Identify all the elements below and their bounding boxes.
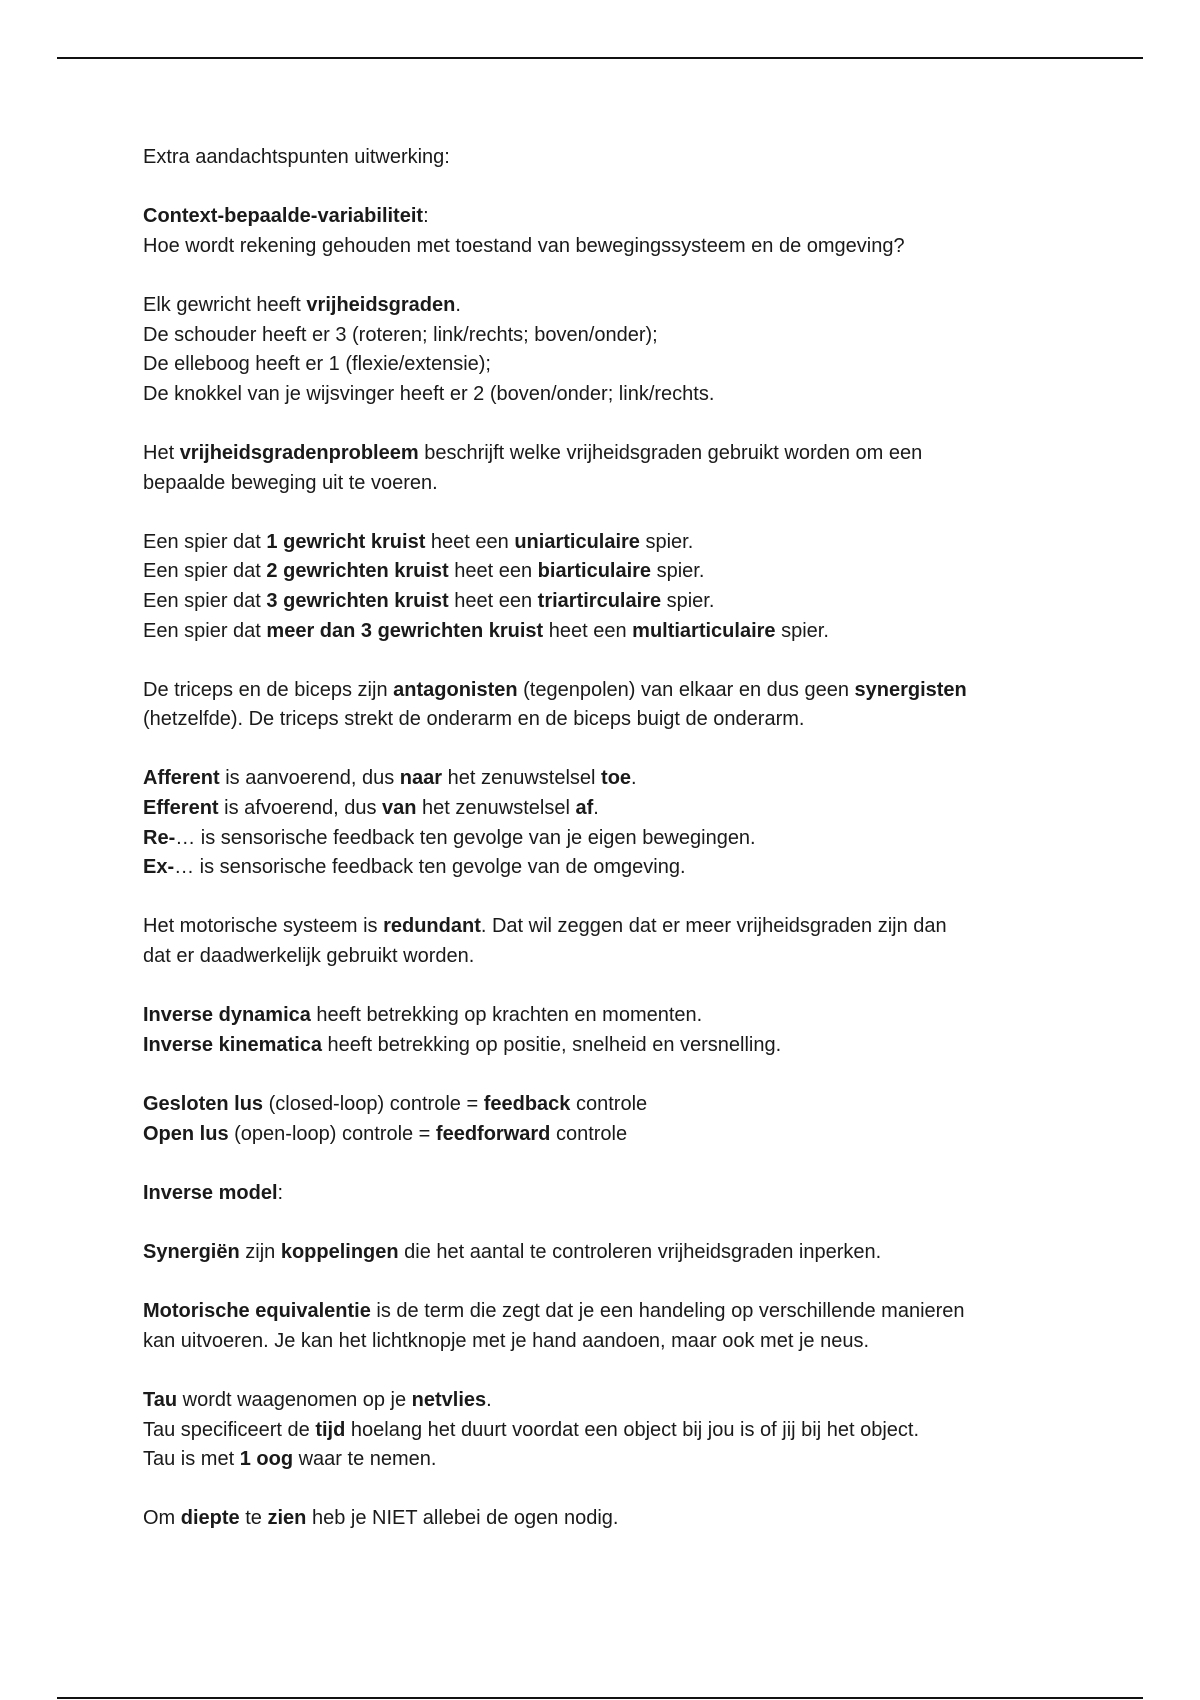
antagonists-line-2: (hetzelfde). De triceps strekt de onderarm en de biceps buigt de onderarm. bbox=[143, 708, 805, 731]
closed-loop-line: Gesloten lus (closed-loop) controle = feedback controle bbox=[143, 1093, 648, 1115]
dof-problem-line-1: Het vrijheidsgradenprobleem beschrijft welke vrijheidsgraden gebruikt worden om een bbox=[143, 441, 923, 464]
intro-line: Extra aandachtspunten uitwerking: bbox=[143, 146, 450, 168]
muscle-line-2: Een spier dat 2 gewrichten kruist heet een biarticulaire spier. bbox=[143, 560, 705, 583]
joints-line-4: De knokkel van je wijsvinger heeft er 2 (boven/onder; link/rechts. bbox=[143, 382, 715, 405]
header-rule bbox=[57, 57, 1143, 59]
muscle-line-4: Een spier dat meer dan 3 gewrichten kruist heet een multiarticulaire spier. bbox=[143, 619, 829, 642]
redundant-line-2: dat er daadwerkelijk gebruikt worden. bbox=[143, 945, 475, 968]
equivalence-line-2: kan uitvoeren. Je kan het lichtknopje met je hand aandoen, maar ook met je neus. bbox=[143, 1329, 870, 1352]
document-body bbox=[143, 143, 1063, 1534]
joints-line-2: De schouder heeft er 3 (roteren; link/rechts; boven/onder); bbox=[143, 323, 658, 346]
joints-line-1: Elk gewricht heeft vrijheidsgraden. bbox=[143, 293, 461, 316]
muscle-line-1: Een spier dat 1 gewricht kruist heet een uniarticulaire spier. bbox=[143, 530, 694, 553]
context-question: Hoe wordt rekening gehouden met toestand van bewegingssysteem en de omgeving? bbox=[143, 234, 905, 257]
equivalence-line-1: Motorische equivalentie is de term die zegt dat je een handeling op verschillende manieren bbox=[143, 1300, 965, 1323]
tau-line-1: Tau wordt waagenomen op je netvlies. bbox=[143, 1388, 492, 1411]
tau-line-2: Tau specificeert de tijd hoelang het duurt voordat een object bij jou is of jij bij het object. bbox=[143, 1418, 920, 1441]
footer-rule bbox=[57, 1697, 1143, 1699]
context-heading: Context-bepaalde-variabiliteit: bbox=[143, 205, 429, 228]
dof-problem-line-2: bepaalde beweging uit te voeren. bbox=[143, 471, 438, 494]
antagonists-line-1: De triceps en de biceps zijn antagonisten (tegenpolen) van elkaar en dus geen synergisten bbox=[143, 678, 967, 701]
joints-line-3: De elleboog heeft er 1 (flexie/extensie); bbox=[143, 353, 491, 376]
tau-line-3: Tau is met 1 oog waar te nemen. bbox=[143, 1448, 437, 1471]
open-loop-line: Open lus (open-loop) controle = feedforward controle bbox=[143, 1122, 628, 1145]
reafference-line: Re-… is sensorische feedback ten gevolge van je eigen bewegingen. bbox=[143, 826, 756, 849]
efferent-line: Efferent is afvoerend, dus van het zenuwstelsel af. bbox=[143, 797, 599, 820]
synergies-line: Synergiën zijn koppelingen die het aantal te controleren vrijheidsgraden inperken. bbox=[143, 1240, 882, 1263]
inverse-kinematics-line: Inverse kinematica heeft betrekking op positie, snelheid en versnelling. bbox=[143, 1033, 782, 1056]
redundant-line-1: Het motorische systeem is redundant. Dat wil zeggen dat er meer vrijheidsgraden zijn dan bbox=[143, 915, 947, 938]
inverse-dynamics-line: Inverse dynamica heeft betrekking op krachten en momenten. bbox=[143, 1004, 703, 1027]
afferent-line: Afferent is aanvoerend, dus naar het zenuwstelsel toe. bbox=[143, 767, 637, 790]
exafference-line: Ex-… is sensorische feedback ten gevolge van de omgeving. bbox=[143, 856, 686, 879]
inverse-model-line: Inverse model: bbox=[143, 1181, 284, 1204]
muscle-line-3: Een spier dat 3 gewrichten kruist heet een triartirculaire spier. bbox=[143, 589, 715, 612]
depth-line: Om diepte te zien heb je NIET allebei de ogen nodig. bbox=[143, 1507, 619, 1530]
